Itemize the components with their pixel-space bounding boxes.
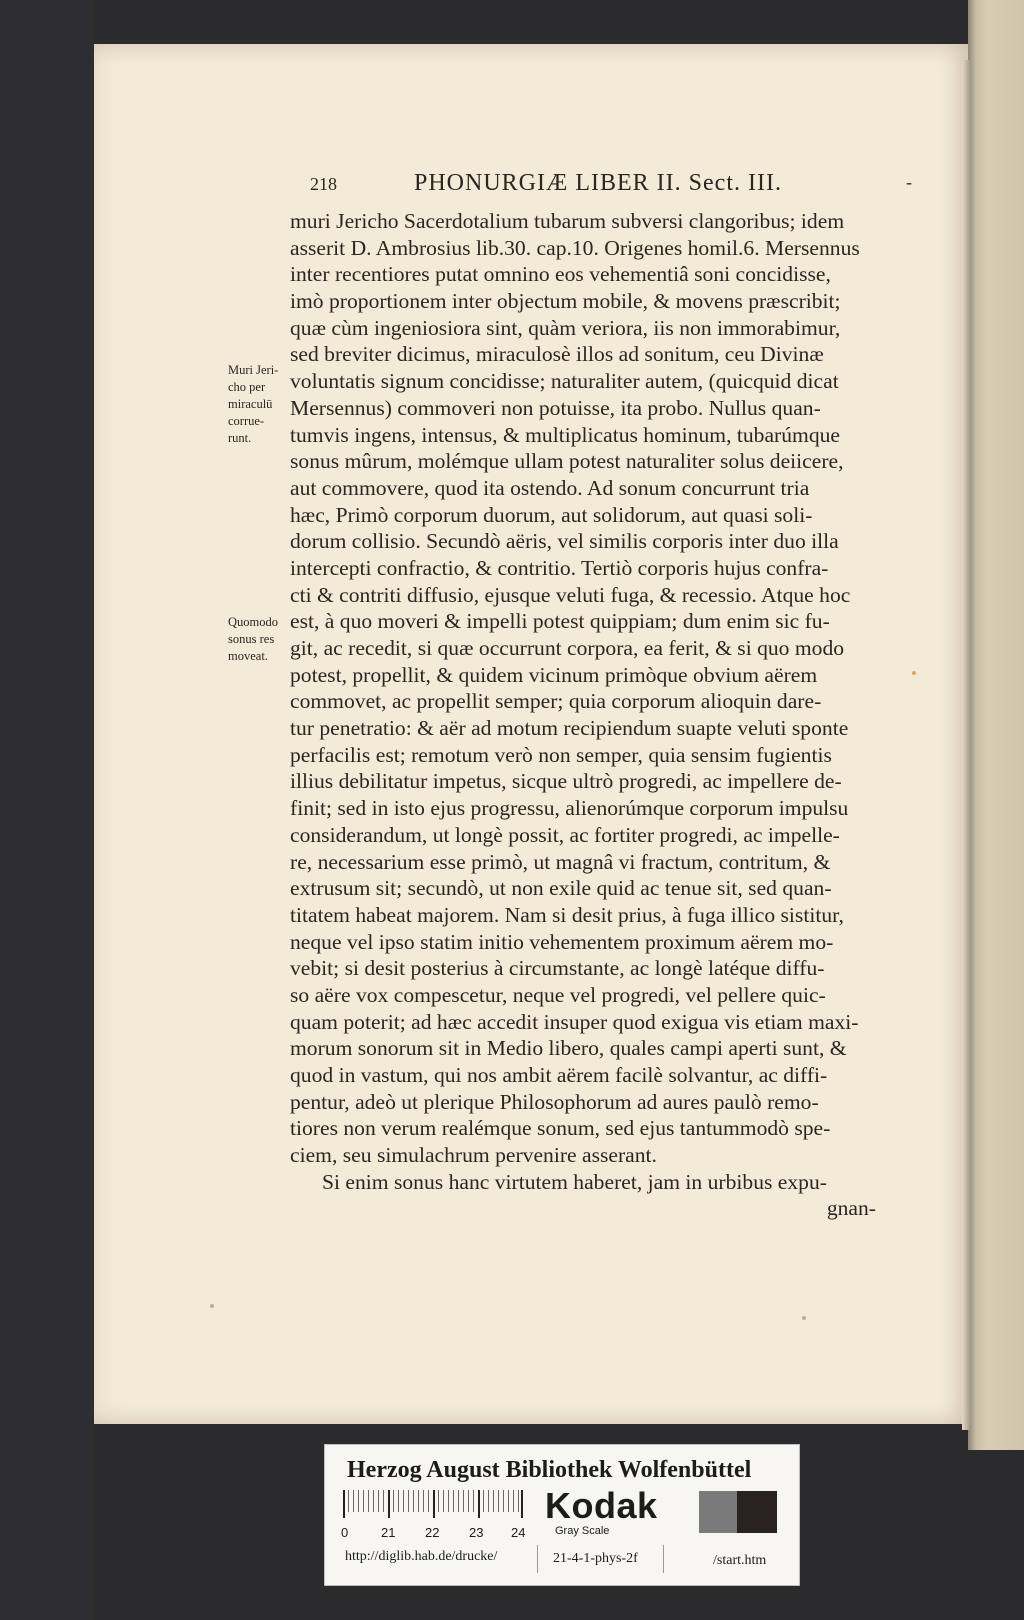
text-line: asserit D. Ambrosius lib.30. cap.10. Origenes homil.6. Mersennus	[290, 235, 860, 260]
header-mark: -	[906, 172, 912, 192]
ruler-major-tick	[388, 1490, 390, 1518]
marginal-line: corrue-	[228, 414, 265, 428]
shelfmark: 21-4-1-phys-2f	[553, 1551, 638, 1566]
ruler-major-tick	[521, 1490, 523, 1518]
text-line: Si enim sonus hanc virtutem haberet, jam in urbibus expu-	[322, 1169, 827, 1194]
page-gutter-shadow	[962, 60, 970, 1430]
text-line: hæc, Primò corporum duorum, aut solidorum, aut quasi soli-	[290, 502, 813, 527]
ruler-major-tick	[343, 1490, 345, 1518]
text-line: pentur, adeò ut plerique Philosophorum ad aures paulò remo-	[290, 1089, 819, 1114]
running-header	[300, 170, 920, 204]
paper-speck	[802, 1316, 806, 1320]
text-line: extrusum sit; secundò, ut non exile quid ac tenue sit, sed quan-	[290, 876, 832, 901]
text-line: finit; sed in isto ejus progressu, alienorúmque corporum impulsu	[290, 796, 849, 821]
marginal-line: miraculū	[228, 397, 273, 411]
text-line: imò proportionem inter objectum mobile, & movens præscribit;	[290, 289, 841, 314]
text-line: titatem habeat majorem. Nam si desit prius, à fuga illico sistitur,	[290, 902, 844, 927]
text-line: Mersennus) commoveri non potuisse, ita probo. Nullus quan-	[290, 395, 821, 420]
marginal-line: Quomodo	[228, 615, 278, 629]
text-line: potest, propellit, & quidem vicinum primòque obvium aërem	[290, 662, 818, 687]
ruler-label: 23	[469, 1525, 484, 1540]
paper-speck	[912, 671, 916, 675]
library-name: Herzog August Bibliothek Wolfenbüttel	[347, 1457, 752, 1483]
text-line: aut commovere, quod ita ostendo. Ad sonum concurrunt tria	[290, 475, 810, 500]
catchword: gnan-	[826, 1196, 876, 1221]
left-background	[0, 0, 94, 1620]
text-line: neque vel ipso statim initio vehementem proximum aërem mo-	[290, 929, 834, 954]
text-line: tur penetratio: & aër ad motum recipiendum suapte veluti sponte	[290, 716, 849, 741]
ruler-label: 22	[425, 1525, 440, 1540]
ruler-label: 0	[341, 1525, 349, 1540]
ruler-major-tick	[433, 1490, 435, 1518]
gray-swatch	[699, 1491, 737, 1533]
text-line: git, ac recedit, si quæ occurrunt corpora, ea ferit, & si quo modo	[290, 636, 845, 660]
text-line: commovet, ac propellit semper; quia corporum alioquin dare-	[290, 689, 822, 714]
text-line: re, necessarium esse primò, ut magnâ vi fractum, contritum, &	[290, 849, 831, 874]
text-line: quod in vastum, qui nos ambit aërem facilè solvantur, ac diffi-	[290, 1063, 828, 1087]
marginal-note-jericho	[228, 362, 292, 447]
text-line: quæ cùm ingeniosiora sint, quàm veriora, iis non immorabimur,	[290, 315, 841, 340]
divider	[663, 1545, 664, 1573]
ruler-major-tick	[478, 1490, 480, 1518]
text-line: morum sonorum sit in Medio libero, quales campi aperti sunt, &	[290, 1036, 847, 1061]
marginal-line: moveat.	[228, 649, 268, 663]
color-target-card	[324, 1444, 800, 1586]
text-line: est, à quo moveri & impelli potest quippiam; dum enim sic fu-	[290, 609, 830, 634]
text-line: intercepti confractio, & contritio. Tertiò corporis hujus confra-	[290, 555, 829, 580]
text-line: tiores non verum realémque sonum, sed ejus tantummodò spe-	[290, 1116, 831, 1141]
dark-swatch	[737, 1491, 777, 1533]
marginal-note-sonus	[228, 614, 292, 665]
text-line: so aëre vox compescetur, neque vel progredi, vel pellere quic-	[290, 982, 826, 1007]
start-link: /start.htm	[713, 1553, 767, 1568]
paper-speck	[210, 1304, 214, 1308]
text-line: muri Jericho Sacerdotalium tubarum subversi clangoribus; idem	[290, 209, 845, 233]
text-line: perfacilis est; remotum verò non semper, quia sensim fugientis	[290, 742, 832, 767]
ruler-label: 24	[511, 1525, 526, 1540]
text-line: sonus mûrum, molémque ullam potest naturaliter solus deiicere,	[290, 449, 844, 474]
marginal-line: runt.	[228, 431, 252, 445]
text-line: cti & contriti diffusio, ejusque veluti fuga, & recessio. Atque hoc	[290, 582, 851, 607]
marginal-line: Muri Jeri-	[228, 363, 279, 377]
text-line: quam poterit; ad hæc accedit insuper quod exigua vis etiam maxi-	[290, 1009, 859, 1034]
page-number: 218	[310, 174, 337, 194]
text-line: tumvis ingens, intensus, & multiplicatus hominum, tubarúmque	[290, 422, 841, 447]
body-text	[290, 208, 910, 1222]
marginal-line: cho per	[228, 380, 266, 394]
text-line: vebit; si desit posterius à circumstante, ac longè latéque diffu-	[290, 956, 825, 981]
divider	[537, 1545, 538, 1573]
scale-ruler	[343, 1490, 523, 1514]
text-line: considerandum, ut longè possit, ac fortiter progredi, ac impelle-	[290, 822, 840, 847]
gray-scale-label: Gray Scale	[555, 1525, 610, 1537]
source-url: http://diglib.hab.de/drucke/	[345, 1549, 498, 1564]
text-line: sed breviter dicimus, miraculosè illos ad sonitum, ceu Divinæ	[290, 342, 824, 367]
text-line: voluntatis signum concidisse; naturaliter autem, (quicquid dicat	[290, 369, 839, 394]
facing-page-edge	[968, 0, 1024, 1450]
running-title: PHONURGIÆ LIBER II. Sect. III.	[414, 170, 782, 196]
kodak-logo: Kodak	[545, 1485, 658, 1526]
marginal-line: sonus res	[228, 632, 275, 646]
ruler-label: 21	[381, 1525, 396, 1540]
text-line: inter recentiores putat omnino eos vehementiâ soni concidisse,	[290, 262, 831, 287]
text-line: ciem, seu simulachrum pervenire asserant.	[290, 1143, 657, 1168]
text-line: illius debilitatur impetus, sicque ultrò progredi, ac impellere de-	[290, 769, 842, 794]
text-line: dorum collisio. Secundò aëris, vel similis corporis inter duo illa	[290, 529, 839, 554]
